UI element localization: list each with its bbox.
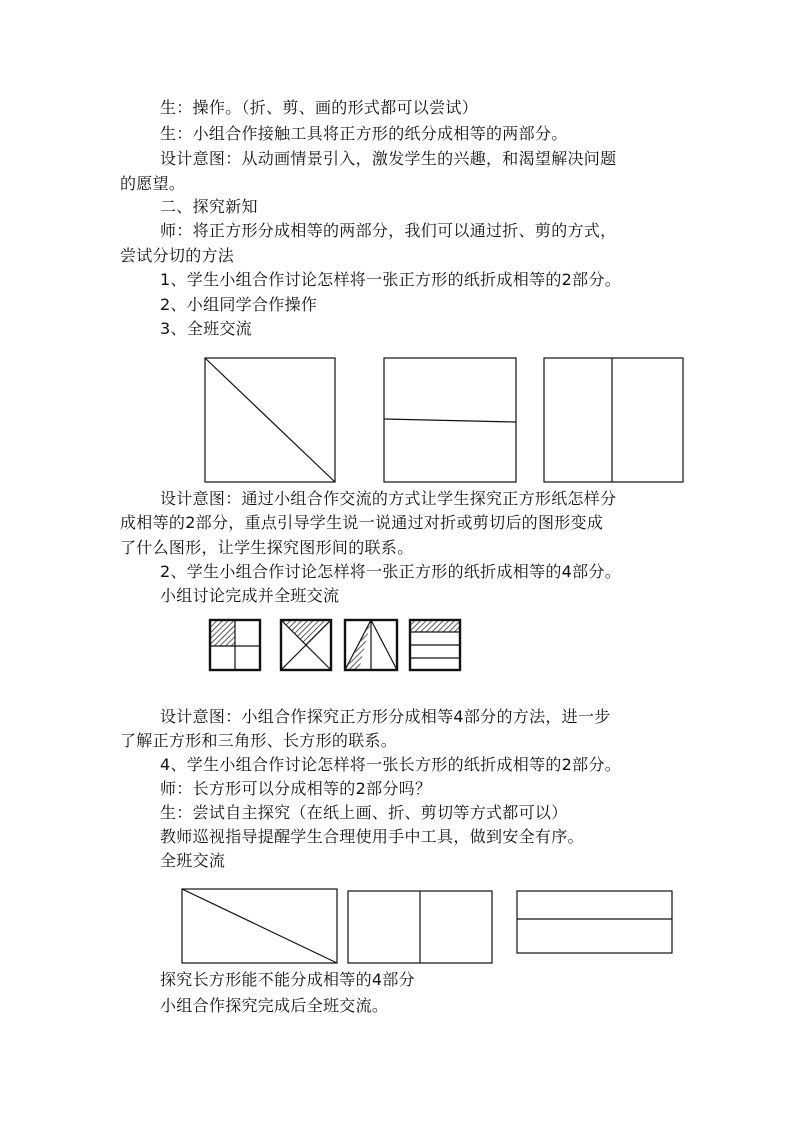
paragraph-line: 全班交流 xyxy=(160,851,226,870)
paragraph-line: 成相等的2部分，重点引导学生说一说通过对折或剪切后的图形变成 xyxy=(120,513,604,532)
paragraph-line: 设计意图：从动画情景引入，激发学生的兴趣，和渴望解决问题 xyxy=(160,149,617,168)
paragraph-line: 尝试分切的方法 xyxy=(120,246,235,265)
paragraph-line: 1、学生小组合作讨论怎样将一张正方形的纸折成相等的2部分。 xyxy=(160,270,622,289)
paragraph-line: 小组讨论完成并全班交流 xyxy=(160,586,340,605)
paragraph-line: 教师巡视指导提醒学生合理使用手中工具，做到安全有序。 xyxy=(160,827,584,846)
paragraph-line: 了解正方形和三角形、长方形的联系。 xyxy=(120,731,398,750)
paragraph-line: 生：操作。（折、剪、画的形式都可以尝试） xyxy=(160,98,479,117)
square-vertical-split xyxy=(544,358,683,482)
paragraph-line: 师：将正方形分成相等的两部分，我们可以通过折、剪的方式， xyxy=(160,221,617,240)
paragraph-line: 4、学生小组合作讨论怎样将一张长方形的纸折成相等的2部分。 xyxy=(160,755,622,774)
rectangle-horizontal-split xyxy=(517,891,672,953)
shaded-strip xyxy=(411,621,459,632)
shaded-quarter xyxy=(211,621,235,646)
paragraph-line: 探究长方形能不能分成相等的4部分 xyxy=(160,970,415,989)
paragraph-line: 了什么图形，让学生探究图形间的联系。 xyxy=(120,538,414,557)
horizontal-fold-line xyxy=(384,419,516,422)
rectangle-halves-figure xyxy=(178,885,678,970)
paragraph-line: 小组合作探究完成后全班交流。 xyxy=(160,996,389,1015)
diagonal-fold-line xyxy=(182,889,337,963)
paragraph-line: 的愿望。 xyxy=(120,174,186,193)
paragraph-line: 3、全班交流 xyxy=(160,319,252,338)
shaded-triangle xyxy=(282,621,330,645)
paragraph-line: 2、小组同学合作操作 xyxy=(160,295,318,314)
section-heading: 二、探究新知 xyxy=(160,197,258,216)
paragraph-line: 生：尝试自主探究（在纸上画、折、剪切等方式都可以） xyxy=(160,803,568,822)
paragraph-line: 师：长方形可以分成相等的2部分吗？ xyxy=(160,779,432,798)
diagonal-fold-line xyxy=(205,358,335,482)
paragraph-line: 设计意图：小组合作探究正方形分成相等4部分的方法，进一步 xyxy=(160,707,611,726)
square-halves-figure xyxy=(200,355,690,485)
paragraph-line: 设计意图：通过小组合作交流的方式让学生探究正方形纸怎样分 xyxy=(160,489,617,508)
paragraph-line: 2、学生小组合作讨论怎样将一张正方形的纸折成相等的4部分。 xyxy=(160,562,622,581)
paragraph-line: 生：小组合作接触工具将正方形的纸分成相等的两部分。 xyxy=(160,124,568,143)
square-quarters-figure xyxy=(205,615,470,680)
fold-line xyxy=(371,620,397,670)
